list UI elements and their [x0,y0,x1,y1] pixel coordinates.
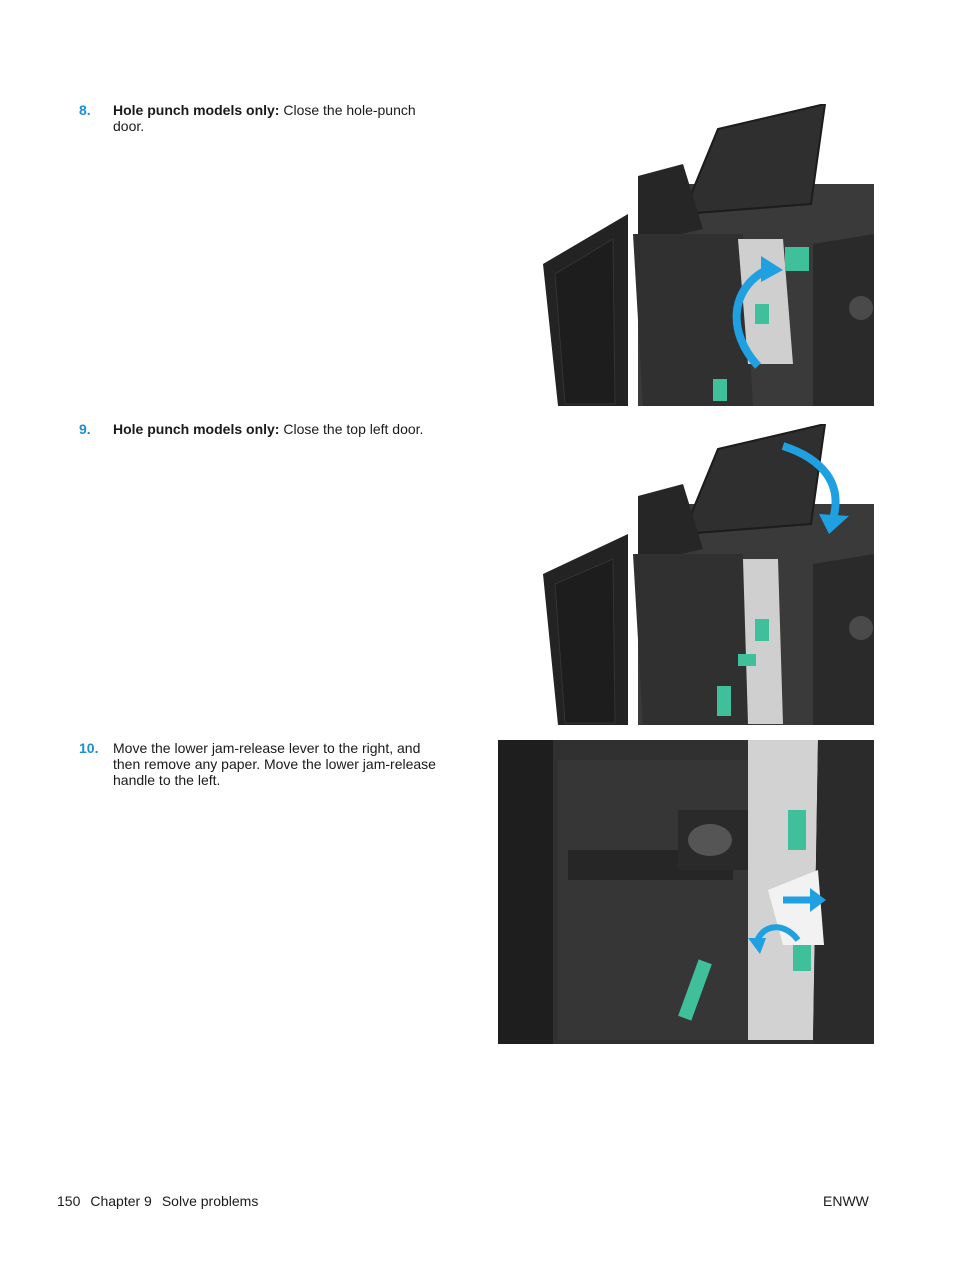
step-instruction: Close the top left door. [279,421,424,437]
step-instruction: Move the lower jam-release lever to the right, and then remove any paper. Move the lower jam-release handle to the left. [113,740,436,788]
footer-code: ENWW [823,1193,869,1209]
figure-close-hole-punch-door [543,104,874,406]
step-number: 9. [79,421,91,437]
printer-illustration [543,104,874,406]
printer-illustration [498,740,874,1044]
step-label: Hole punch models only: [113,421,280,437]
step-label: Hole punch models only: [113,102,280,118]
step-text [113,102,443,134]
page-footer-right [823,1193,869,1209]
step-text [113,421,443,437]
step-number: 10. [79,740,99,756]
section-label: Solve problems [161,1193,259,1209]
page-number: 150 [57,1193,81,1209]
page-footer-left [57,1193,258,1209]
printer-illustration [543,424,874,725]
step-text [113,740,443,788]
figure-close-top-left-door [543,424,874,725]
chapter-label: Chapter 9 [90,1193,152,1209]
step-number: 8. [79,102,91,118]
step-instruction: Close the hole-punch door. [113,102,416,134]
figure-lower-jam-release [498,740,874,1044]
